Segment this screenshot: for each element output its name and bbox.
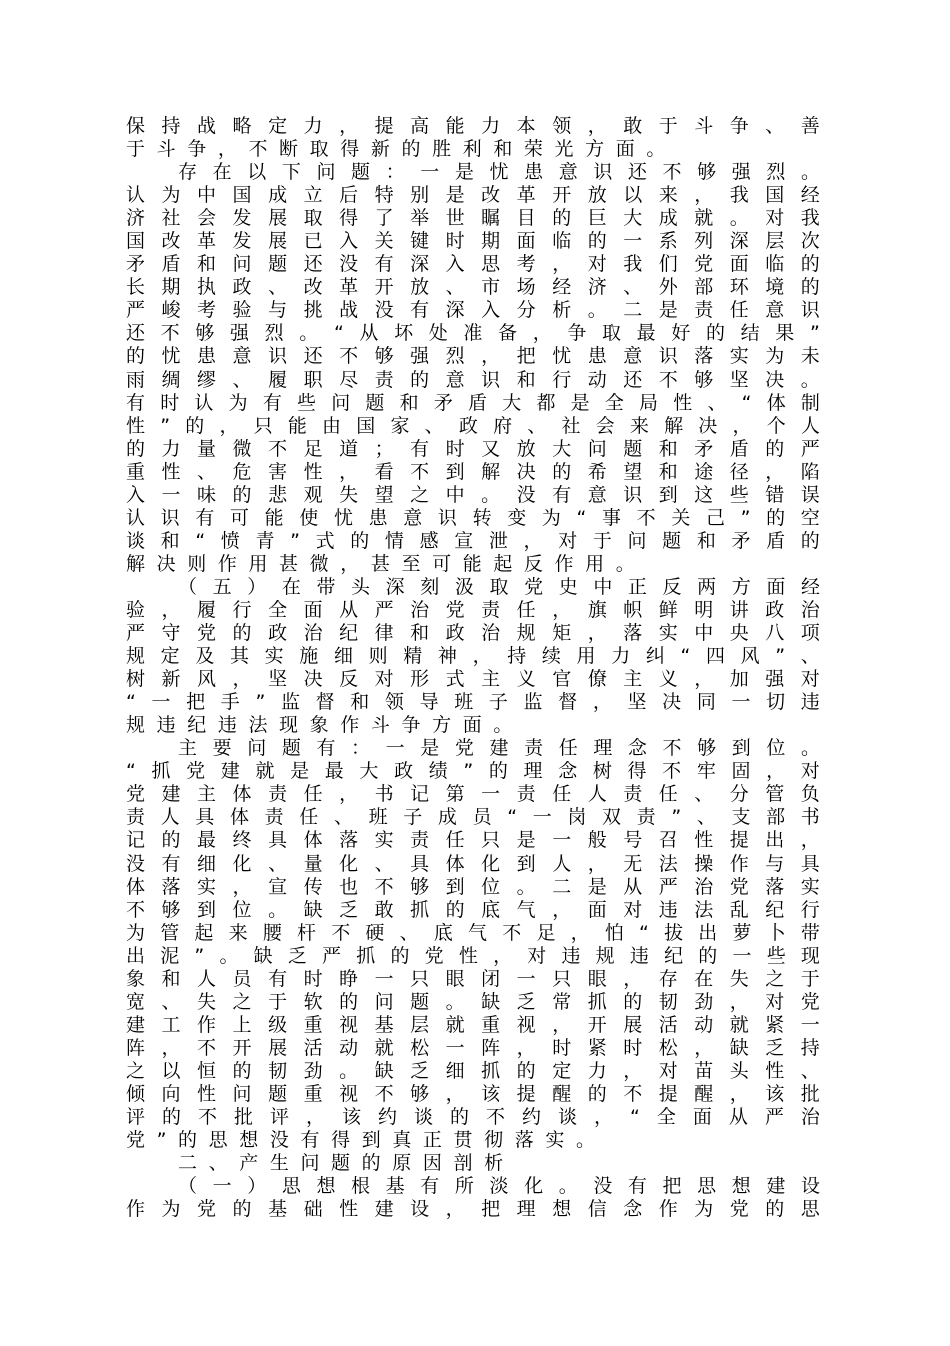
- text-line: 为 管 起 来 腰 杆 不 硬 、 底 气 不 足 ， 怕 “ 拔 出 萝 卜 带: [126, 921, 820, 944]
- text-line: 解 决 则 作 用 甚 微 ， 甚 至 可 能 起 反 作 用 。: [126, 552, 635, 575]
- text-line: 的 力 量 微 不 足 道 ； 有 时 又 放 大 问 题 和 矛 盾 的 严: [126, 437, 820, 460]
- text-line: 象 和 人 员 有 时 睁 一 只 眼 闭 一 只 眼 ， 存 在 失 之 于: [126, 967, 820, 990]
- text-line: 有 时 认 为 有 些 问 题 和 矛 盾 大 都 是 全 局 性 、 “ 体 制: [126, 391, 820, 414]
- text-line: 宽 、 失 之 于 软 的 问 题 。 缺 乏 常 抓 的 韧 劲 ， 对 党: [126, 990, 820, 1013]
- text-line: 主 要 问 题 有 ： 一 是 党 建 责 任 理 念 不 够 到 位 。: [178, 737, 820, 760]
- text-line: 体 落 实 ， 宣 传 也 不 够 到 位 。 二 是 从 严 治 党 落 实: [126, 875, 820, 898]
- text-line: 严 峻 考 验 与 挑 战 没 有 深 入 分 析 。 二 是 责 任 意 识: [126, 299, 820, 322]
- text-line: 国 改 革 发 展 已 入 关 键 时 期 面 临 的 一 系 列 深 层 次: [126, 230, 820, 253]
- text-line: 二 、 产 生 问 题 的 原 因 剖 析: [178, 1152, 504, 1175]
- text-line: 重 性 、 危 害 性 ， 看 不 到 解 决 的 希 望 和 途 径 ， 陷: [126, 460, 820, 483]
- text-line: 党 建 主 体 责 任 ， 书 记 第 一 责 任 人 责 任 、 分 管 负: [126, 783, 820, 806]
- text-line: 认 识 有 可 能 使 忧 患 意 识 转 变 为 “ 事 不 关 己 ” 的 空: [126, 506, 820, 529]
- text-line: （ 一 ） 思 想 根 基 有 所 淡 化 。 没 有 把 思 想 建 设: [178, 1175, 820, 1198]
- body-text: [126, 115, 820, 1221]
- text-line: 评 的 不 批 评 ， 该 约 谈 的 不 约 谈 ， “ 全 面 从 严 治: [126, 1106, 820, 1129]
- text-line: 倾 向 性 问 题 重 视 不 够 ， 该 提 醒 的 不 提 醒 ， 该 批: [126, 1082, 820, 1105]
- text-line: 阵 ， 不 开 展 活 动 就 松 一 阵 ， 时 紧 时 松 ， 缺 乏 持: [126, 1036, 820, 1059]
- text-line: 的 忧 患 意 识 还 不 够 强 烈 ， 把 忧 患 意 识 落 实 为 未: [126, 345, 820, 368]
- text-line: 保 持 战 略 定 力 ， 提 高 能 力 本 领 ， 敢 于 斗 争 、 善: [126, 115, 820, 137]
- text-line: 责 人 具 体 责 任 、 班 子 成 员 “ 一 岗 双 责 ” 、 支 部 书: [126, 806, 820, 829]
- text-line: 谈 和 “ 愤 青 ” 式 的 情 感 宣 泄 ， 对 于 问 题 和 矛 盾 的: [126, 529, 820, 552]
- text-line: 还 不 够 强 烈 。 “ 从 坏 处 准 备 ， 争 取 最 好 的 结 果 ”: [126, 322, 820, 345]
- text-line: “ 一 把 手 ” 监 督 和 领 导 班 子 监 督 ， 坚 决 同 一 切 违: [126, 691, 820, 714]
- text-line: “ 抓 党 建 就 是 最 大 政 绩 ” 的 理 念 树 得 不 牢 固 ， 对: [126, 760, 820, 783]
- text-line: 济 社 会 发 展 取 得 了 举 世 瞩 目 的 巨 大 成 就 。 对 我: [126, 207, 820, 230]
- text-line: 性 ” 的 ， 只 能 由 国 家 、 政 府 、 社 会 来 解 决 ， 个 人: [126, 414, 820, 437]
- text-line: 党 ” 的 思 想 没 有 得 到 真 正 贯 彻 落 实 。: [126, 1129, 595, 1152]
- text-line: 规 违 纪 违 法 现 象 作 斗 争 方 面 。: [126, 714, 513, 737]
- text-line: 建 工 作 上 级 重 视 基 层 就 重 视 ， 开 展 活 动 就 紧 一: [126, 1013, 820, 1036]
- text-line: 出 泥 ” 。 缺 乏 严 抓 的 党 性 ， 对 违 规 违 纪 的 一 些 现: [126, 944, 820, 967]
- text-line: 存 在 以 下 问 题 ： 一 是 忧 患 意 识 还 不 够 强 烈 。: [178, 161, 820, 184]
- text-line: 树 新 风 ， 坚 决 反 对 形 式 主 义 官 僚 主 义 ， 加 强 对: [126, 668, 820, 691]
- text-line: 长 期 执 政 、 改 革 开 放 、 市 场 经 济 、 外 部 环 境 的: [126, 276, 820, 299]
- text-line: 规 定 及 其 实 施 细 则 精 神 ， 持 续 用 力 纠 “ 四 风 ” 、: [126, 645, 820, 668]
- text-line: 验 ， 履 行 全 面 从 严 治 党 责 任 ， 旗 帜 鲜 明 讲 政 治: [126, 598, 820, 621]
- text-line: 之 以 恒 的 韧 劲 。 缺 乏 细 抓 的 定 力 ， 对 苗 头 性 、: [126, 1059, 820, 1082]
- text-line: 作 为 党 的 基 础 性 建 设 ， 把 理 想 信 念 作 为 党 的 思: [126, 1198, 820, 1221]
- text-line: （ 五 ） 在 带 头 深 刻 汲 取 党 史 中 正 反 两 方 面 经: [178, 575, 820, 598]
- text-line: 雨 绸 缪 、 履 职 尽 责 的 意 识 和 行 动 还 不 够 坚 决 。: [126, 368, 820, 391]
- text-line: 没 有 细 化 、 量 化 、 具 体 化 到 人 ， 无 法 操 作 与 具: [126, 852, 820, 875]
- text-line: 记 的 最 终 具 体 落 实 责 任 只 是 一 般 号 召 性 提 出 ，: [126, 829, 820, 852]
- text-line: 不 够 到 位 。 缺 乏 敢 抓 的 底 气 ， 面 对 违 法 乱 纪 行: [126, 898, 820, 921]
- text-line: 严 守 党 的 政 治 纪 律 和 政 治 规 矩 ， 落 实 中 央 八 项: [126, 622, 820, 645]
- text-line: 于 斗 争 ， 不 断 取 得 新 的 胜 利 和 荣 光 方 面 。: [126, 138, 666, 161]
- text-line: 入 一 味 的 悲 观 失 望 之 中 。 没 有 意 识 到 这 些 错 误: [126, 483, 820, 506]
- text-line: 矛 盾 和 问 题 还 没 有 深 入 思 考 ， 对 我 们 党 面 临 的: [126, 253, 820, 276]
- text-line: 认 为 中 国 成 立 后 特 别 是 改 革 开 放 以 来 ， 我 国 经: [126, 184, 820, 207]
